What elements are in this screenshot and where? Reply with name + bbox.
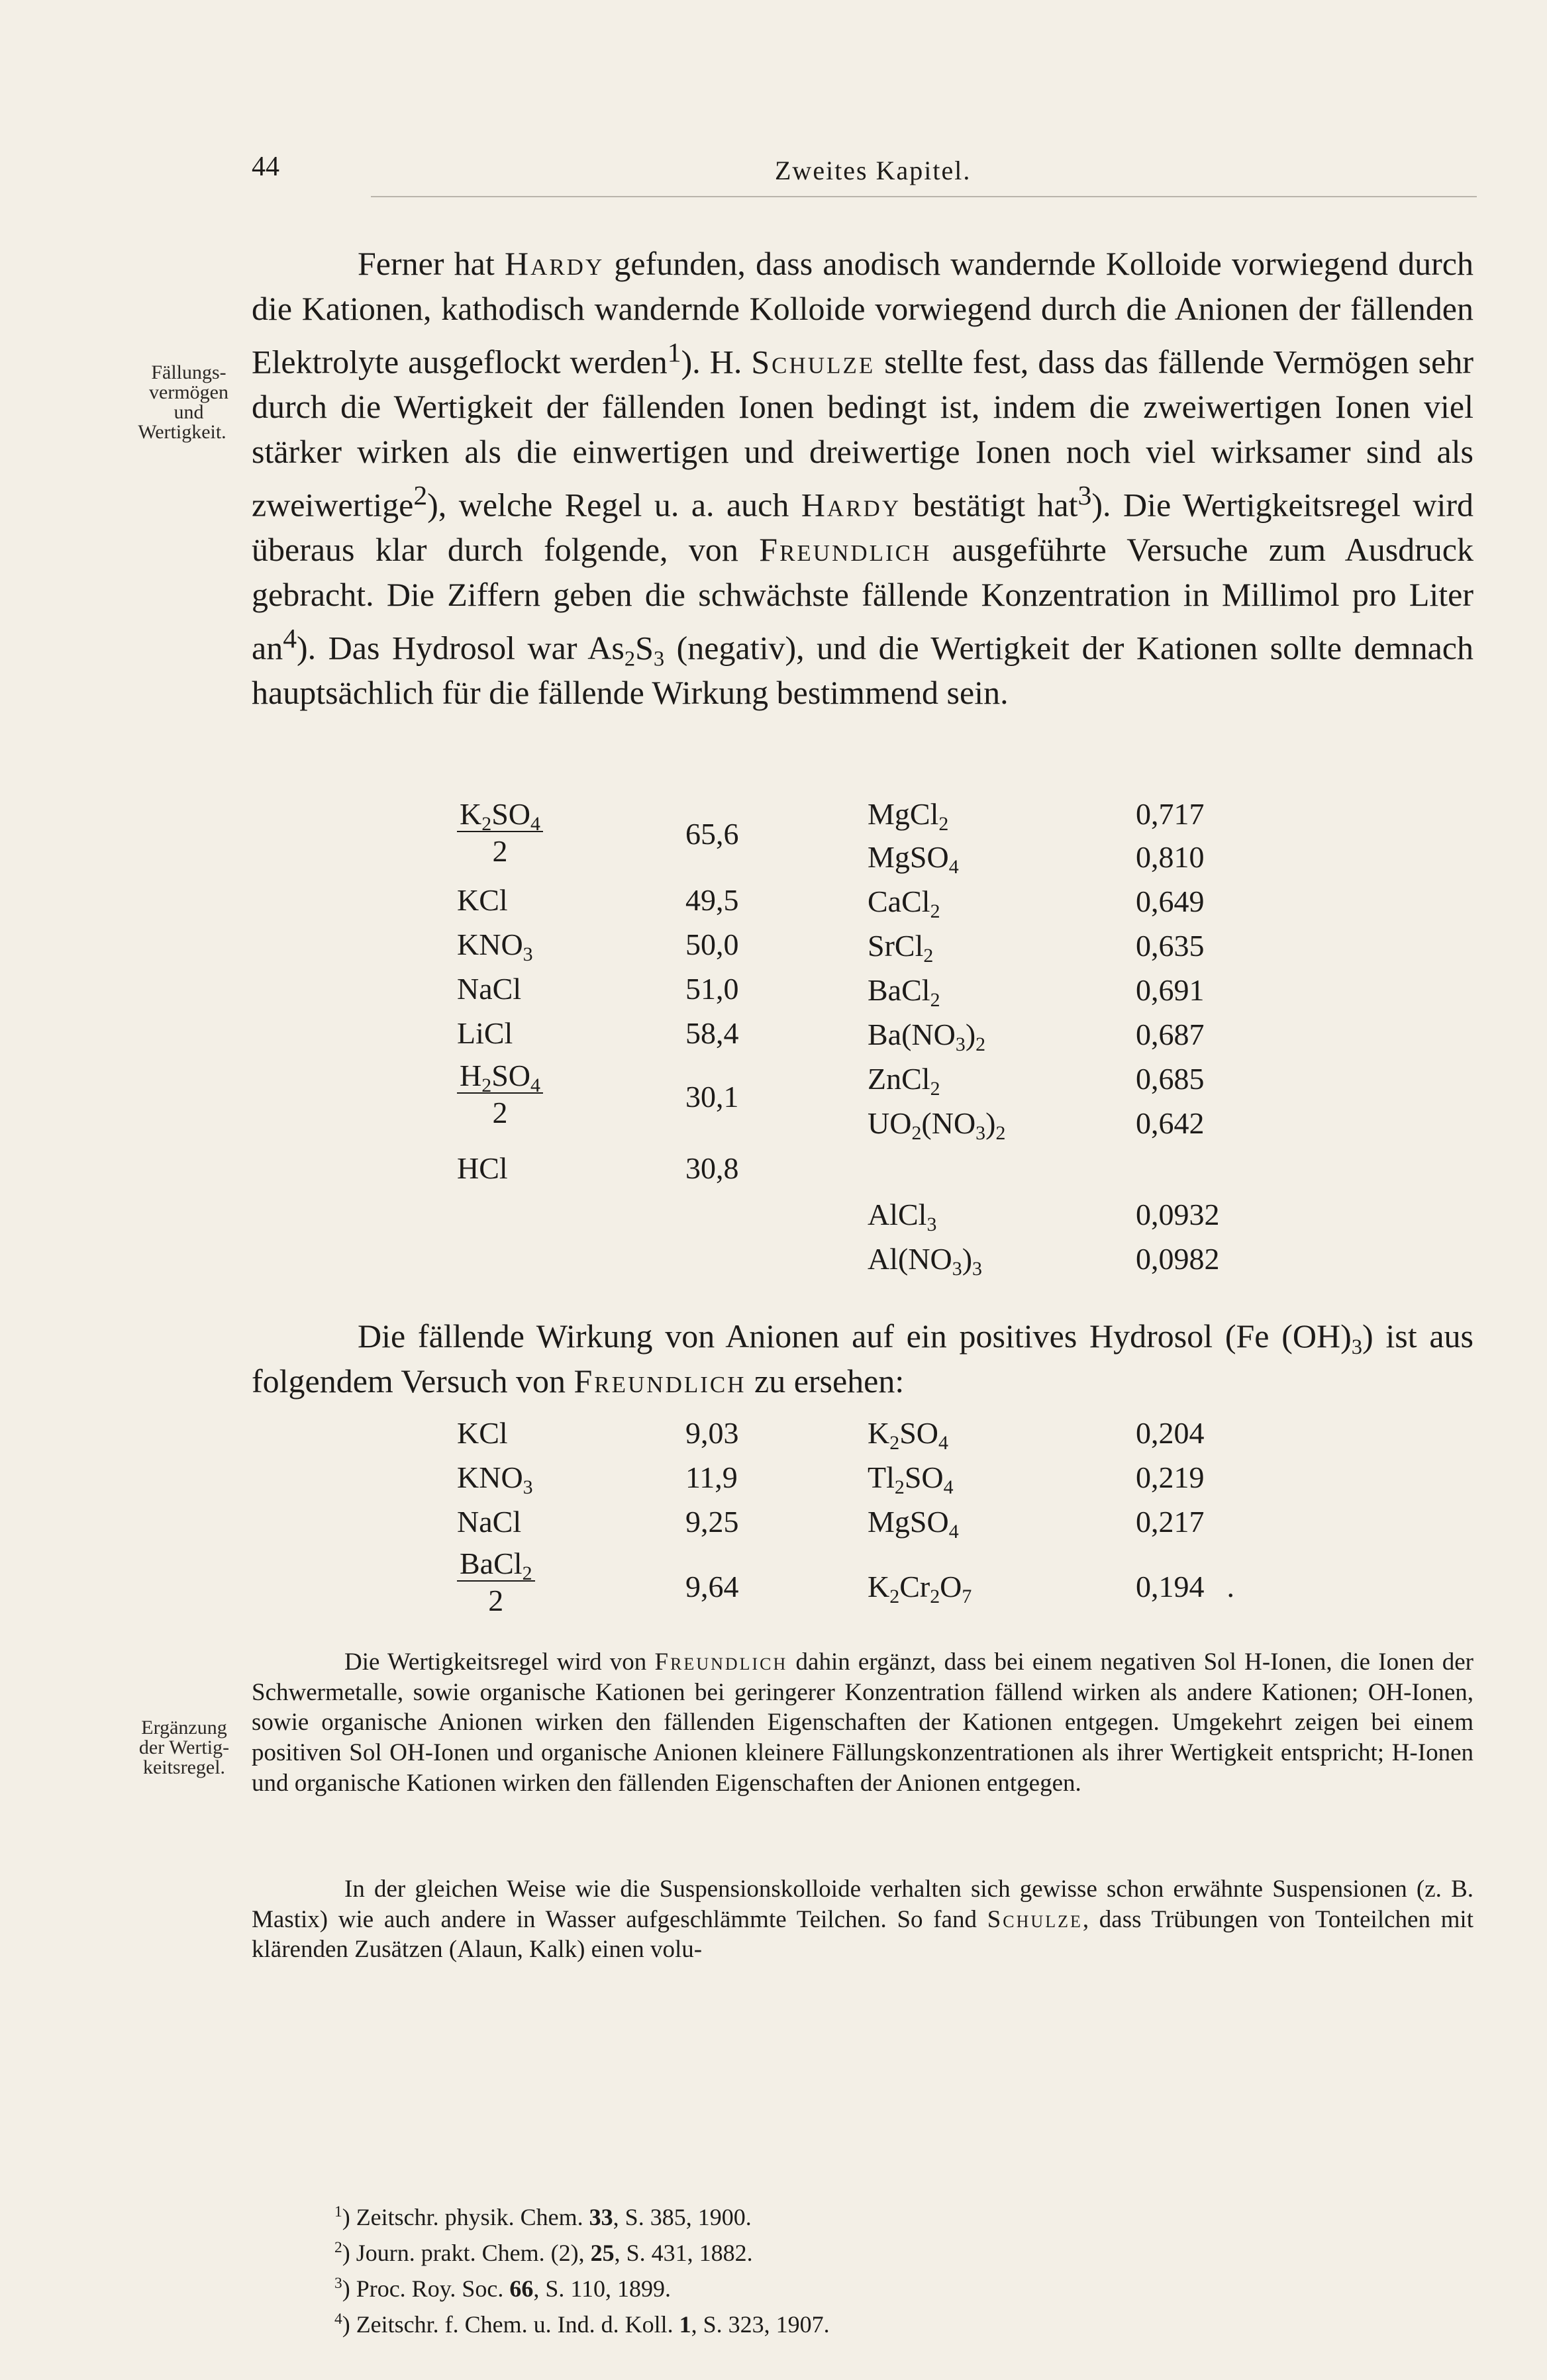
- formula-cacl2: CaCl$_2$: [868, 884, 940, 922]
- sidenote-ergaenzung: [111, 1718, 257, 1778]
- paragraph-suspensions: In der gleichen Weise wie die Suspensionskolloide verhalten sich gewisse schon erwähnte Suspensionen (z. B. Mastix) wie auch andere in Wasser aufgeschlämmte Teilchen. So fand Schulze, dass Trübungen von Tonteilchen mit klärenden Zusätzen (Alaun, Kalk) einen volu-: [252, 1876, 1473, 1964]
- paragraph-hardy-schulze: Ferner hat Hardy gefunden, dass anodisch wandernde Kolloide vorwiegend durch die Kationen, kathodisch wandernde Kolloide vorwiegend durch die Anionen der fällenden Elektrolyte ausgeflockt werden$^1$). H. Schulze stellte fest, dass das fällende Vermögen sehr durch die Wertigkeit der fällenden Ionen bedingt ist, indem die zweiwertigen Ionen viel stärker wirken als die einwertigen und dreiwertige Ionen noch viel wirksamer sind als zweiwertige$^2$), welche Regel u. a. auch Hardy bestätigt hat$^3$). Die Wertigkeitsregel wird überaus klar durch folgende, von Freundlich ausgeführte Versuche zum Ausdruck gebracht. Die Ziffern geben die schwächste fällende Konzentration in Millimol pro Liter $an^4$). Das Hydrosol war $As_2S_3$ (negativ), und die Wertigkeit der Kationen sollte demnach hauptsächlich für die fällende Wirkung bestimmend sein.: [252, 245, 1474, 712]
- value-cell: 9,64: [685, 1570, 739, 1603]
- formula-uo2no32: $UO_2(NO_3)_2$: [868, 1106, 1006, 1144]
- running-title: Zweites Kapitel.: [775, 156, 972, 185]
- formula-mgso4: MgSO$_4$: [868, 840, 959, 878]
- author-name: Freundlich: [654, 1648, 788, 1676]
- footnote-ref: 3: [1077, 481, 1092, 512]
- formula-alno33: $Al(NO_3)_3$: [868, 1242, 982, 1280]
- footnote: $^4$) Zeitschr. f. Chem. u. Ind. d. Koll. 1, S. 323, 1907.: [334, 2310, 830, 2338]
- formula-bacl2: BaCl$_2$: [868, 973, 940, 1011]
- author-name: Hardy: [801, 486, 901, 524]
- footnote: $^3$) Proc. Roy. Soc. 66, S. 110, 1899.: [334, 2275, 672, 2302]
- value-cell: 9,25: [685, 1505, 739, 1539]
- formula-k2so4: $K_2SO_4$: [868, 1416, 948, 1454]
- value-cell: 0,691: [1136, 973, 1205, 1007]
- paragraph-supplement: Die Wertigkeitsregel wird von Freundlich dahin ergänzt, dass bei einem negativen Sol H-Ionen, die Ionen der Schwermetalle, sowie organische Kationen bei geringerer Konzentration fällend wirken als andere Kationen; OH-Ionen, sowie organische Anionen wirken den fällenden Eigenschaften der Kationen entgegen. Umgekehrt zeigen bei einem positiven Sol OH-Ionen und organische Anionen kleinere Fällungskonzentrationen als ihrer Wertigkeit entspricht; H-Ionen und organische Kationen wirken den fällenden Eigenschaften der Anionen entgegen.: [252, 1648, 1474, 1797]
- footnote-ref: 1: [667, 338, 681, 368]
- value-cell: 50,0: [685, 928, 739, 961]
- value-cell: 30,8: [685, 1151, 739, 1185]
- sidenote-line: Fällungs-: [151, 361, 226, 383]
- value-cell: 0,194 .: [1136, 1570, 1234, 1603]
- value-cell: 9,03: [685, 1416, 739, 1450]
- formula-mgcl2: MgCl$_2$: [868, 797, 949, 835]
- paragraph-anion-effect: Die fällende Wirkung von Anionen auf ein positives Hydrosol (Fe $(OH)_3$) ist aus folgendem Versuch von Freundlich zu ersehen:: [252, 1317, 1474, 1400]
- formula-mgso4: MgSO$_4$: [868, 1505, 959, 1543]
- sidenote-line: und: [174, 401, 204, 423]
- sidenote-faellungsvermoegen: [123, 363, 255, 442]
- author-name: Hardy: [504, 245, 605, 282]
- formula-k2cr2o7: $K_2Cr_2O_7$: [868, 1570, 972, 1607]
- formula-srcl2: SrCl$_2$: [868, 929, 934, 967]
- value-cell: 49,5: [685, 883, 739, 917]
- footnote: $^2$) Journ. prakt. Chem. (2), 25, S. 431, 1882.: [334, 2239, 753, 2266]
- formula-licl: LiCl: [457, 1016, 513, 1050]
- formula-zncl2: ZnCl$_2$: [868, 1062, 940, 1100]
- value-cell: 0,649: [1136, 884, 1205, 918]
- value-cell: 0,0982: [1136, 1242, 1220, 1276]
- value-cell: 51,0: [685, 972, 739, 1006]
- value-cell: 0,635: [1136, 929, 1205, 963]
- sidenote-line: Wertigkeit.: [138, 421, 226, 443]
- footnote-ref: 2: [413, 481, 428, 512]
- value-cell: 0,204: [1136, 1416, 1205, 1450]
- footnote: $^1$) Zeitschr. physik. Chem. 33, S. 385, 1900.: [334, 2203, 752, 2230]
- header-rule: [371, 196, 1477, 197]
- author-name: Schulze: [987, 1905, 1083, 1933]
- value-cell: 11,9: [685, 1460, 738, 1494]
- sidenote-line: vermögen: [149, 381, 228, 403]
- formula-nacl: NaCl: [457, 972, 522, 1006]
- value-cell: 0,0932: [1136, 1198, 1220, 1231]
- formula-kcl: KCl: [457, 1416, 508, 1450]
- page-header: [252, 151, 1483, 197]
- formula-kno3: $KNO_3$: [457, 928, 533, 965]
- value-cell: 0,687: [1136, 1018, 1205, 1051]
- author-name: Freundlich: [574, 1362, 746, 1400]
- value-cell: 30,1: [685, 1080, 739, 1114]
- formula-h2so4-half: $\frac{H_2SO_4}{2}$: [457, 1059, 543, 1129]
- author-name: Freundlich: [759, 531, 932, 569]
- value-cell: 0,642: [1136, 1106, 1205, 1140]
- formula-kcl: KCl: [457, 883, 508, 917]
- formula-bano32: $Ba(NO_3)_2$: [868, 1018, 986, 1055]
- sidenote-line: keitsregel.: [142, 1756, 226, 1778]
- author-name: Schulze: [751, 343, 875, 381]
- formula-bacl2-half: BaCl$_2$ 2: [457, 1547, 535, 1617]
- formula-alcl3: AlCl$_3$: [868, 1198, 937, 1235]
- sidenote-line: der Wertig-: [138, 1737, 230, 1758]
- value-cell: 0,685: [1136, 1062, 1205, 1096]
- value-cell: 0,219: [1136, 1460, 1205, 1494]
- value-cell: 0,217: [1136, 1505, 1205, 1539]
- sidenote-line: Ergänzung: [141, 1717, 227, 1738]
- value-cell: 58,4: [685, 1016, 739, 1050]
- value-cell: 0,810: [1136, 840, 1205, 874]
- formula-hcl: HCl: [457, 1151, 508, 1185]
- page-number: 44: [252, 152, 279, 182]
- footnotes: [334, 2197, 1262, 2340]
- value-cell: 0,717: [1136, 797, 1205, 831]
- formula-nacl: NaCl: [457, 1505, 522, 1539]
- formula-tl2so4: $Tl_2SO_4$: [868, 1460, 954, 1498]
- value-cell: 65,6: [685, 817, 739, 851]
- footnote-ref: 4: [283, 624, 297, 655]
- formula-k2so4-half: $\frac{K_2SO_4}{2}$: [457, 798, 543, 868]
- formula-kno3: $KNO_3$: [457, 1460, 533, 1498]
